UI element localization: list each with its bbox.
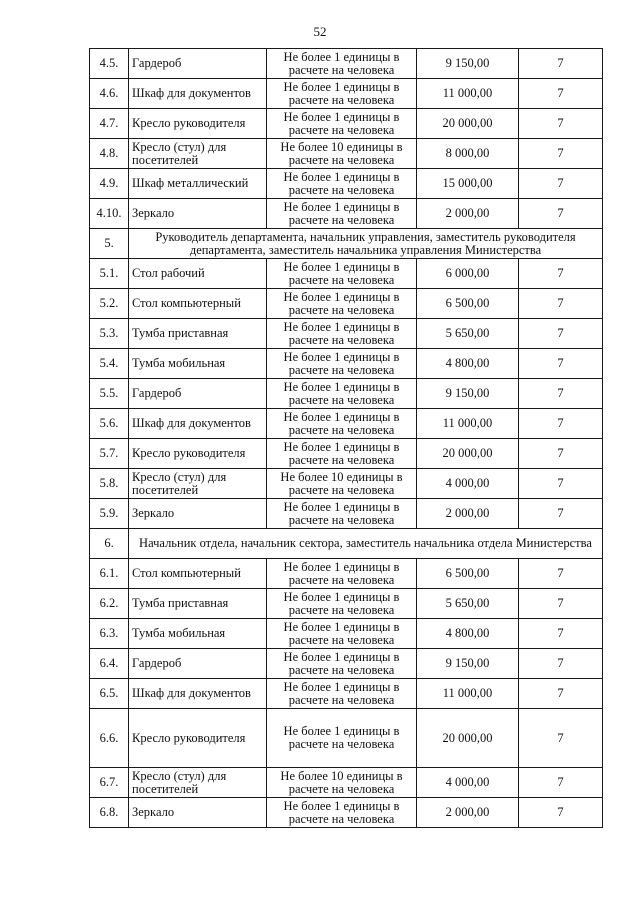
row-number: 6.2. [90, 589, 129, 619]
item-quantity: Не более 1 единицы в расчете на человека [267, 619, 417, 649]
item-quantity: Не более 1 единицы в расчете на человека [267, 319, 417, 349]
item-term: 7 [519, 319, 603, 349]
item-term: 7 [519, 559, 603, 589]
row-number: 4.10. [90, 199, 129, 229]
item-quantity: Не более 1 единицы в расчете на человека [267, 199, 417, 229]
item-term: 7 [519, 79, 603, 109]
item-term: 7 [519, 709, 603, 768]
item-quantity: Не более 1 единицы в расчете на человека [267, 798, 417, 828]
table-row [90, 259, 603, 289]
row-number: 5.9. [90, 499, 129, 529]
row-number: 6.1. [90, 559, 129, 589]
row-number: 5.1. [90, 259, 129, 289]
item-term: 7 [519, 589, 603, 619]
table-row [90, 439, 603, 469]
item-quantity: Не более 1 единицы в расчете на человека [267, 499, 417, 529]
item-name: Кресло (стул) для посетителей [129, 139, 267, 169]
item-quantity: Не более 1 единицы в расчете на человека [267, 169, 417, 199]
table-row [90, 559, 603, 589]
item-term: 7 [519, 49, 603, 79]
item-name: Гардероб [129, 49, 267, 79]
item-name: Тумба приставная [129, 589, 267, 619]
row-number: 6.3. [90, 619, 129, 649]
row-number: 4.7. [90, 109, 129, 139]
item-price: 4 800,00 [417, 619, 519, 649]
item-name: Шкаф металлический [129, 169, 267, 199]
table-row [90, 589, 603, 619]
table-row [90, 619, 603, 649]
table-row [90, 768, 603, 798]
item-quantity: Не более 1 единицы в расчете на человека [267, 289, 417, 319]
item-term: 7 [519, 139, 603, 169]
item-name: Шкаф для документов [129, 79, 267, 109]
item-price: 6 500,00 [417, 289, 519, 319]
item-price: 4 800,00 [417, 349, 519, 379]
row-number: 4.9. [90, 169, 129, 199]
item-name: Кресло (стул) для посетителей [129, 768, 267, 798]
item-price: 5 650,00 [417, 319, 519, 349]
item-term: 7 [519, 289, 603, 319]
item-price: 11 000,00 [417, 409, 519, 439]
row-number: 5.3. [90, 319, 129, 349]
item-price: 11 000,00 [417, 79, 519, 109]
row-number: 5.4. [90, 349, 129, 379]
row-number: 5.2. [90, 289, 129, 319]
row-number: 6.6. [90, 709, 129, 768]
furniture-norms-table [89, 48, 603, 828]
item-price: 11 000,00 [417, 679, 519, 709]
item-name: Гардероб [129, 649, 267, 679]
row-number: 5.8. [90, 469, 129, 499]
item-term: 7 [519, 439, 603, 469]
section-number: 6. [90, 529, 129, 559]
item-term: 7 [519, 379, 603, 409]
item-quantity: Не более 1 единицы в расчете на человека [267, 679, 417, 709]
item-term: 7 [519, 499, 603, 529]
item-name: Шкаф для документов [129, 409, 267, 439]
row-number: 5.7. [90, 439, 129, 469]
item-name: Тумба мобильная [129, 619, 267, 649]
section-number: 5. [90, 229, 129, 259]
item-quantity: Не более 1 единицы в расчете на человека [267, 559, 417, 589]
section-row [90, 529, 603, 559]
table-row [90, 798, 603, 828]
item-name: Зеркало [129, 199, 267, 229]
item-quantity: Не более 1 единицы в расчете на человека [267, 379, 417, 409]
item-price: 2 000,00 [417, 199, 519, 229]
table-row [90, 679, 603, 709]
item-name: Зеркало [129, 499, 267, 529]
table-row [90, 349, 603, 379]
item-quantity: Не более 10 единицы в расчете на человека [267, 469, 417, 499]
section-title: Руководитель департамента, начальник управления, заместитель руководителя департамента, заместитель начальника управления Министерства [129, 229, 603, 259]
row-number: 6.8. [90, 798, 129, 828]
item-name: Гардероб [129, 379, 267, 409]
item-quantity: Не более 1 единицы в расчете на человека [267, 349, 417, 379]
table-row [90, 319, 603, 349]
row-number: 6.4. [90, 649, 129, 679]
row-number: 4.6. [90, 79, 129, 109]
item-name: Стол компьютерный [129, 289, 267, 319]
item-quantity: Не более 1 единицы в расчете на человека [267, 259, 417, 289]
item-quantity: Не более 1 единицы в расчете на человека [267, 49, 417, 79]
item-price: 9 150,00 [417, 649, 519, 679]
item-price: 5 650,00 [417, 589, 519, 619]
item-price: 6 500,00 [417, 559, 519, 589]
item-quantity: Не более 1 единицы в расчете на человека [267, 439, 417, 469]
section-title: Начальник отдела, начальник сектора, заместитель начальника отдела Министерства [129, 529, 603, 559]
table-row [90, 649, 603, 679]
item-price: 9 150,00 [417, 49, 519, 79]
item-price: 4 000,00 [417, 768, 519, 798]
table-row [90, 379, 603, 409]
item-term: 7 [519, 349, 603, 379]
item-name: Зеркало [129, 798, 267, 828]
section-row [90, 229, 603, 259]
item-price: 9 150,00 [417, 379, 519, 409]
table-row [90, 169, 603, 199]
item-term: 7 [519, 619, 603, 649]
item-price: 15 000,00 [417, 169, 519, 199]
row-number: 5.5. [90, 379, 129, 409]
item-name: Кресло руководителя [129, 439, 267, 469]
item-quantity: Не более 10 единицы в расчете на человека [267, 768, 417, 798]
row-number: 6.5. [90, 679, 129, 709]
item-term: 7 [519, 109, 603, 139]
item-price: 20 000,00 [417, 439, 519, 469]
table-row [90, 289, 603, 319]
item-name: Стол рабочий [129, 259, 267, 289]
item-term: 7 [519, 469, 603, 499]
row-number: 4.8. [90, 139, 129, 169]
item-name: Кресло руководителя [129, 109, 267, 139]
table-row [90, 709, 603, 768]
item-price: 4 000,00 [417, 469, 519, 499]
table-row [90, 79, 603, 109]
item-price: 8 000,00 [417, 139, 519, 169]
item-name: Шкаф для документов [129, 679, 267, 709]
item-quantity: Не более 10 единицы в расчете на человека [267, 139, 417, 169]
item-quantity: Не более 1 единицы в расчете на человека [267, 79, 417, 109]
table-row [90, 109, 603, 139]
table-row [90, 139, 603, 169]
item-quantity: Не более 1 единицы в расчете на человека [267, 589, 417, 619]
item-name: Кресло руководителя [129, 709, 267, 768]
table-row [90, 199, 603, 229]
item-term: 7 [519, 649, 603, 679]
item-term: 7 [519, 768, 603, 798]
row-number: 4.5. [90, 49, 129, 79]
item-price: 2 000,00 [417, 499, 519, 529]
page-number: 52 [313, 24, 327, 39]
item-term: 7 [519, 798, 603, 828]
row-number: 5.6. [90, 409, 129, 439]
item-price: 20 000,00 [417, 709, 519, 768]
item-name: Кресло (стул) для посетителей [129, 469, 267, 499]
item-quantity: Не более 1 единицы в расчете на человека [267, 409, 417, 439]
item-name: Тумба приставная [129, 319, 267, 349]
item-quantity: Не более 1 единицы в расчете на человека [267, 649, 417, 679]
item-term: 7 [519, 259, 603, 289]
table-row [90, 499, 603, 529]
item-term: 7 [519, 199, 603, 229]
item-quantity: Не более 1 единицы в расчете на человека [267, 709, 417, 768]
item-quantity: Не более 1 единицы в расчете на человека [267, 109, 417, 139]
item-term: 7 [519, 169, 603, 199]
table-row [90, 49, 603, 79]
item-price: 20 000,00 [417, 109, 519, 139]
item-term: 7 [519, 679, 603, 709]
item-name: Тумба мобильная [129, 349, 267, 379]
item-term: 7 [519, 409, 603, 439]
item-name: Стол компьютерный [129, 559, 267, 589]
row-number: 6.7. [90, 768, 129, 798]
table-row [90, 469, 603, 499]
item-price: 2 000,00 [417, 798, 519, 828]
table-row [90, 409, 603, 439]
item-price: 6 000,00 [417, 259, 519, 289]
